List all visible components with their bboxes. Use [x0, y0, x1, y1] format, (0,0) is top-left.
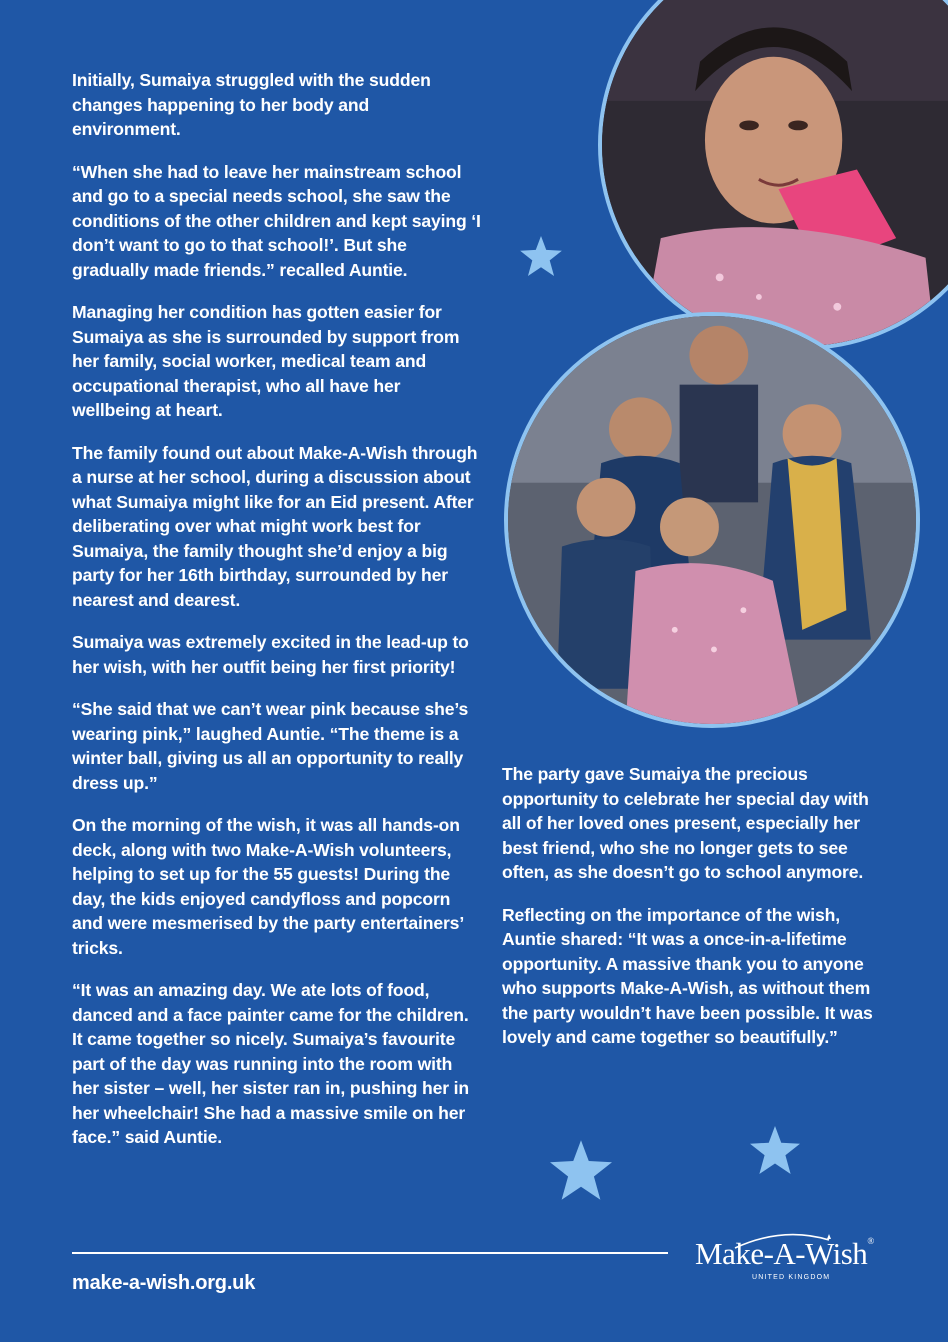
star-icon: [550, 1140, 612, 1200]
paragraph: Reflecting on the importance of the wish, Auntie shared: “It was a once-in-a-lifetime opportunity. A massive thank you to anyone who supports Make-A-Wish, as without them the party wouldn’t have been possible. It was lovely and came together so beautifully.”: [502, 904, 873, 1047]
footer-divider: [72, 1252, 668, 1254]
logo-wordmark: Make-A-Wish®: [695, 1236, 874, 1271]
star-icon: [520, 236, 562, 276]
paragraph: “When she had to leave her mainstream school and go to a special needs school, she saw the conditions of the other children and kept saying ‘I don’t want to go to that school!’. But she gradually made friends.” recalled Auntie.: [72, 161, 481, 280]
paragraph: On the morning of the wish, it was all hands-on deck, along with two Make-A-Wish volunteers, helping to set up for the 55 guests! During the day, the kids enjoyed candyfloss and popcorn and were mesmerised by the party entertainers’ tricks.: [72, 815, 464, 958]
family-group-photo: [504, 312, 920, 728]
article-right-column: [502, 762, 882, 1068]
paragraph: Sumaiya was extremely excited in the lead-up to her wish, with her outfit being her first priority!: [72, 632, 469, 677]
logo-tagline: UNITED KINGDOM: [752, 1274, 831, 1281]
paragraph: The party gave Sumaiya the precious opportunity to celebrate her special day with all of her loved ones present, especially her best friend, who she no longer gets to see often, as she doesn’t go to school anymore.: [502, 764, 869, 882]
paragraph: The family found out about Make-A-Wish through a nurse at her school, during a discussion about what Sumaiya might like for an Eid present. After deliberating over what might work best for Sumaiya, the family thought she’d enjoy a big party for her 16th birthday, surrounded by her nearest and dearest.: [72, 442, 478, 610]
paragraph: “It was an amazing day. We ate lots of food, danced and a face painter came for the children. It came together so nicely. Sumaiya’s favourite part of the day was running into the room with her sister – well, her sister ran in, pushing her in her wheelchair! She had a massive smile on her face.” said Auntie.: [72, 980, 469, 1147]
sumaiya-portrait-photo: [598, 0, 948, 350]
paragraph: “She said that we can’t wear pink because she’s wearing pink,” laughed Auntie. “The theme is a winter ball, giving us all an opportunity to really dress up.”: [72, 699, 469, 793]
website-link[interactable]: make-a-wish.org.uk: [72, 1272, 256, 1294]
make-a-wish-logo: [695, 1232, 880, 1292]
paragraph: Managing her condition has gotten easier for Sumaiya as she is surrounded by support from her family, social worker, medical team and occupational therapist, who all have her wellbeing at heart.: [72, 302, 460, 420]
star-icon: [750, 1126, 800, 1174]
article-left-column: [72, 68, 482, 1168]
paragraph: Initially, Sumaiya struggled with the sudden changes happening to her body and environment.: [72, 70, 431, 139]
